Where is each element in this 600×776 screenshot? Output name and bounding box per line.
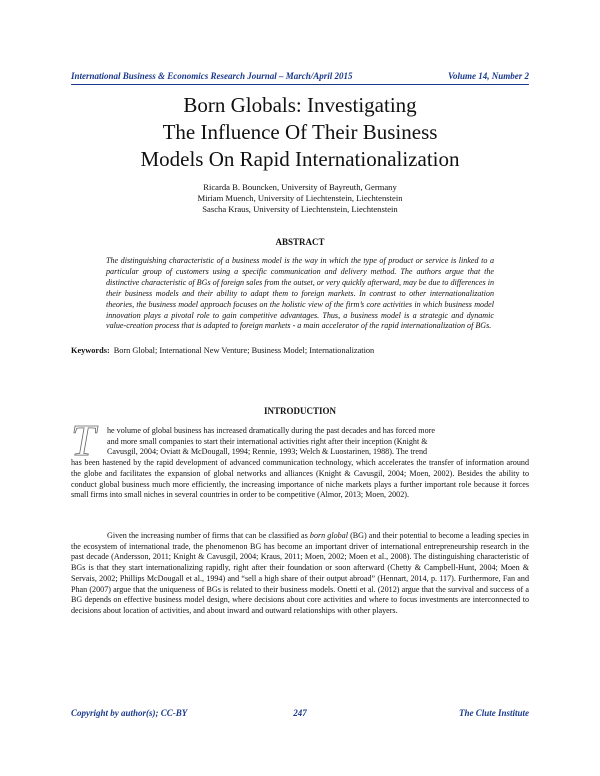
title-line: Models On Rapid Internationalization — [140, 147, 460, 171]
born-global-term: born global — [309, 531, 348, 540]
keywords-label: Keywords: — [71, 346, 110, 355]
paragraph-line: he volume of global business has increased dramatically during the past decades and has forced more — [107, 426, 435, 435]
paragraph-line: Cavusgil, 2004; Oviatt & McDougall, 1994; Rennie, 1993; Welch & Luostarinen, 1988). The trend — [107, 447, 428, 457]
abstract-heading: ABSTRACT — [275, 237, 325, 247]
publisher-name: The Clute Institute — [458, 708, 529, 718]
author-line: Ricarda B. Bouncken, University of Bayreuth, Germany — [203, 182, 397, 192]
paragraph-line: and more small companies to start their international activities right after their inception (Knight & — [107, 436, 428, 446]
introduction-heading: INTRODUCTION — [263, 406, 336, 416]
abstract-text: The distinguishing characteristic of a business model is the way in which the type of product or service is linked to a particular group of customers using a specific communication and delivery method. The authors argue that the distinctive characteristic of BGs of foreign sales from the outset, or very quickly afterward, may be due to differences in their business models and their ability to adapt them to foreign markets. In contrast to other internationalization theories, the business model approach focuses on the holistic view of the firm’s core activities in which business model innovation plays a pivotal role to gain competitive advantages. Thus, a business model is a strategic and dynamic value-creation process that is adapted to foreign markets - a main accelerator of the rapid internationalization of BGs. — [106, 256, 494, 331]
volume-number: Volume 14, Number 2 — [447, 71, 529, 81]
paragraph-text: has been hastened by the rapid development of advanced communication technology, which accelerates the transfer of information around the globe and facilitates the expansion of global networks and alliances (Knight & Cavusgil, 2004; Moen, 2002). Besides the ability to conduct global business much more efficiently, the increasing importance of niche markets plays a further important role because it forces small firms into small niches in several countries in order to be competitive (Almor, 2013; Moen, 2002). — [71, 458, 529, 500]
journal-name: International Business & Economics Research Journal – March/April 2015 — [71, 71, 353, 81]
intro-paragraph-2 — [71, 531, 529, 617]
author-line: Sascha Kraus, University of Liechtenstein, Liechtenstein — [202, 204, 398, 214]
header-rule — [71, 84, 529, 85]
page-number: 247 — [293, 708, 307, 718]
drop-cap-letter: T — [71, 419, 96, 459]
keywords-line — [71, 346, 529, 355]
copyright-notice: Copyright by author(s); CC-BY — [71, 708, 188, 718]
title-line: The Influence Of Their Business — [162, 120, 438, 144]
paragraph-text: (BG) and their potential to become a leading species in the ecosystem of international trade, the phenomenon BG has become an important driver of international entrepreneurship research in the past decade (Andersson, 2011; Knight & Cavusgil, 2004; Kraus, 2011; Moen, 2002; Moen et al., 2008). The distinguishing characteristic of BGs is that they start internationalizing rapidly, right after their foundation or soon afterward (Chetty & Campbell-Hunt, 2004; Moen & Servais, 2002; Phillips McDougall et al., 1994) and “sell a high share of their output abroad” (Hennart, 2014, p. 117). Furthermore, Fan and Phan (2007) argue that the uniqueness of BGs is related to their business models. Onetti et al. (2012) argue that the survival and success of a BG depends on effective business model design, where decisions about core activities and where to focus investments are interconnected to decisions about location of activities, and about inward and outward relationships with other players. — [71, 531, 529, 615]
author-list — [71, 182, 529, 215]
author-line: Miriam Muench, University of Liechtenstein, Liechtenstein — [197, 193, 403, 203]
intro-paragraph-1 — [71, 426, 529, 501]
keywords-text: Born Global; International New Venture; Business Model; Internationalization — [113, 346, 375, 355]
running-header — [71, 71, 529, 85]
paper-title — [71, 92, 529, 173]
title-line: Born Globals: Investigating — [183, 93, 417, 117]
paragraph-text: Given the increasing number of firms that can be classified as — [107, 531, 310, 540]
